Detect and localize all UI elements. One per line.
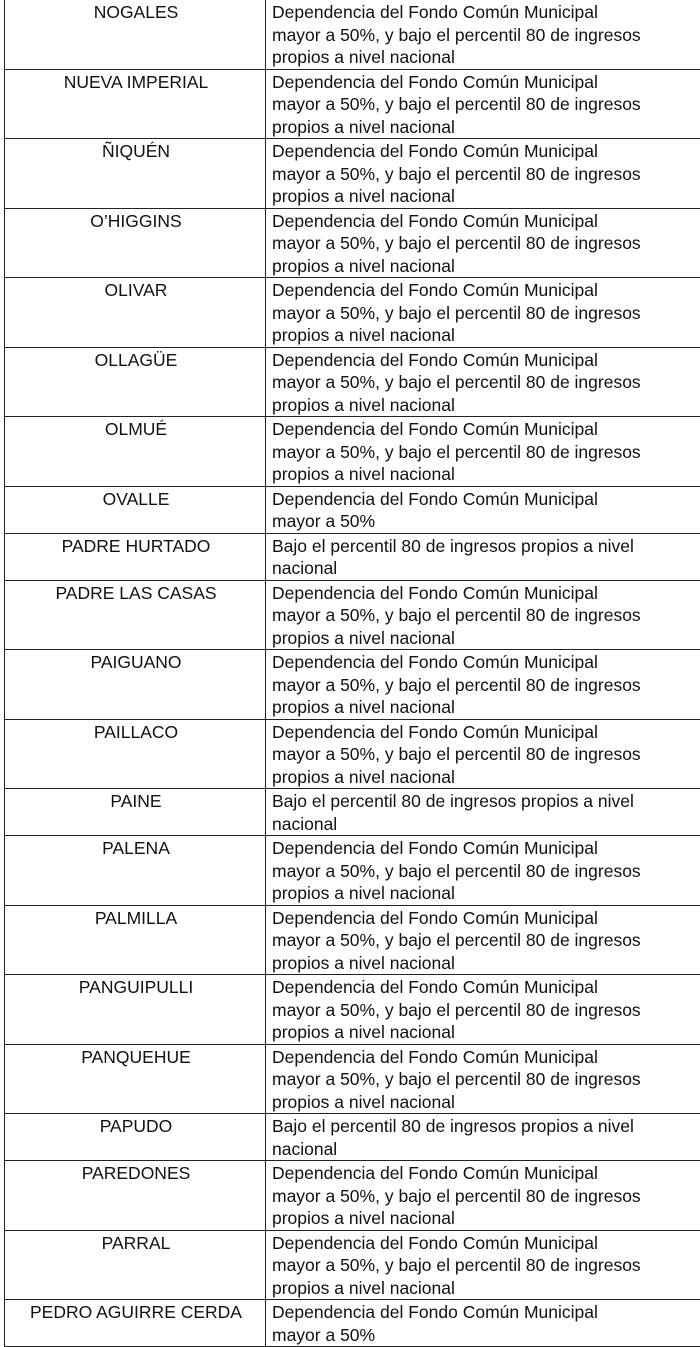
criterio-line: mayor a 50%, y bajo el percentil 80 de ingresos — [272, 999, 700, 1022]
table-row — [5, 417, 700, 487]
criterio-cell — [266, 417, 700, 487]
comuna-cell: PANGUIPULLI — [5, 975, 266, 1045]
criterio-cell — [266, 1044, 700, 1114]
table-row — [5, 580, 700, 650]
criterio-line: mayor a 50%, y bajo el percentil 80 de ingresos — [272, 1185, 700, 1208]
criterio-cell — [266, 486, 700, 533]
criterio-line: mayor a 50%, y bajo el percentil 80 de ingresos — [272, 1254, 700, 1277]
table-row — [5, 139, 700, 209]
criterio-line: mayor a 50%, y bajo el percentil 80 de ingresos — [272, 604, 700, 627]
criterio-cell — [266, 1230, 700, 1300]
comuna-cell: PADRE HURTADO — [5, 533, 266, 580]
criterio-line: Dependencia del Fondo Común Municipal — [272, 907, 700, 930]
comuna-cell: OLIVAR — [5, 278, 266, 348]
criterio-line: propios a nivel nacional — [272, 394, 700, 417]
table-row — [5, 789, 700, 836]
criterio-line: nacional — [272, 813, 700, 836]
criterio-cell — [266, 533, 700, 580]
criterio-cell — [266, 719, 700, 789]
criterio-line: mayor a 50%, y bajo el percentil 80 de ingresos — [272, 302, 700, 325]
criterio-line: Bajo el percentil 80 de ingresos propios a nivel — [272, 1115, 700, 1138]
criterio-line: Dependencia del Fondo Común Municipal — [272, 349, 700, 372]
comuna-cell: NOGALES — [5, 0, 266, 69]
comuna-cell: PANQUEHUE — [5, 1044, 266, 1114]
criterio-line: Dependencia del Fondo Común Municipal — [272, 651, 700, 674]
criterio-line: mayor a 50%, y bajo el percentil 80 de ingresos — [272, 371, 700, 394]
comuna-cell: PAPUDO — [5, 1114, 266, 1161]
table-row — [5, 1044, 700, 1114]
criterio-line: propios a nivel nacional — [272, 46, 700, 69]
table-row — [5, 650, 700, 720]
criterio-cell — [266, 139, 700, 209]
criterio-line: mayor a 50%, y bajo el percentil 80 de ingresos — [272, 24, 700, 47]
table-row — [5, 1161, 700, 1231]
criterio-line: propios a nivel nacional — [272, 627, 700, 650]
table-row — [5, 836, 700, 906]
criterio-line: propios a nivel nacional — [272, 463, 700, 486]
criterio-cell — [266, 1300, 700, 1347]
criterio-line: propios a nivel nacional — [272, 324, 700, 347]
criterio-line: propios a nivel nacional — [272, 766, 700, 789]
comuna-cell: PEDRO AGUIRRE CERDA — [5, 1300, 266, 1347]
criterio-line: propios a nivel nacional — [272, 1207, 700, 1230]
criterio-line: Bajo el percentil 80 de ingresos propios a nivel — [272, 790, 700, 813]
criterio-line: mayor a 50% — [272, 1324, 700, 1347]
criterio-line: propios a nivel nacional — [272, 185, 700, 208]
table-row — [5, 208, 700, 278]
criterio-line: propios a nivel nacional — [272, 882, 700, 905]
criterio-line: Dependencia del Fondo Común Municipal — [272, 1046, 700, 1069]
criterio-cell — [266, 580, 700, 650]
criterio-line: nacional — [272, 1138, 700, 1161]
criterio-cell — [266, 789, 700, 836]
comuna-cell: PAREDONES — [5, 1161, 266, 1231]
criterio-line: Dependencia del Fondo Común Municipal — [272, 418, 700, 441]
criterio-line: mayor a 50%, y bajo el percentil 80 de ingresos — [272, 929, 700, 952]
criterio-line: propios a nivel nacional — [272, 1277, 700, 1300]
criterio-line: nacional — [272, 557, 700, 580]
criterio-line: Dependencia del Fondo Común Municipal — [272, 210, 700, 233]
comunas-table — [4, 0, 700, 1347]
criterio-cell — [266, 208, 700, 278]
criterio-line: Dependencia del Fondo Común Municipal — [272, 837, 700, 860]
criterio-line: mayor a 50% — [272, 510, 700, 533]
criterio-line: Dependencia del Fondo Común Municipal — [272, 488, 700, 511]
table-row — [5, 1300, 700, 1347]
criterio-cell — [266, 0, 700, 69]
comuna-cell: PADRE LAS CASAS — [5, 580, 266, 650]
criterio-cell — [266, 836, 700, 906]
comuna-cell: NUEVA IMPERIAL — [5, 69, 266, 139]
table-row — [5, 905, 700, 975]
criterio-line: propios a nivel nacional — [272, 952, 700, 975]
criterio-line: Dependencia del Fondo Común Municipal — [272, 976, 700, 999]
criterio-line: Bajo el percentil 80 de ingresos propios a nivel — [272, 535, 700, 558]
table-row — [5, 1114, 700, 1161]
criterio-line: mayor a 50%, y bajo el percentil 80 de ingresos — [272, 743, 700, 766]
comuna-cell: PALMILLA — [5, 905, 266, 975]
table-row — [5, 0, 700, 69]
criterio-cell — [266, 1114, 700, 1161]
criterio-line: propios a nivel nacional — [272, 255, 700, 278]
table-row — [5, 69, 700, 139]
criterio-line: mayor a 50%, y bajo el percentil 80 de ingresos — [272, 1068, 700, 1091]
criterio-cell — [266, 278, 700, 348]
table-row — [5, 533, 700, 580]
criterio-cell — [266, 1161, 700, 1231]
comuna-cell: PAIGUANO — [5, 650, 266, 720]
criterio-cell — [266, 905, 700, 975]
table-row — [5, 1230, 700, 1300]
criterio-line: propios a nivel nacional — [272, 696, 700, 719]
criterio-line: Dependencia del Fondo Común Municipal — [272, 71, 700, 94]
criterio-line: mayor a 50%, y bajo el percentil 80 de ingresos — [272, 163, 700, 186]
table-body — [5, 0, 700, 1347]
criterio-line: Dependencia del Fondo Común Municipal — [272, 582, 700, 605]
criterio-cell — [266, 347, 700, 417]
comuna-cell: ÑIQUÉN — [5, 139, 266, 209]
criterio-line: propios a nivel nacional — [272, 1021, 700, 1044]
criterio-cell — [266, 975, 700, 1045]
criterio-line: Dependencia del Fondo Común Municipal — [272, 1, 700, 24]
criterio-line: Dependencia del Fondo Común Municipal — [272, 1162, 700, 1185]
criterio-line: propios a nivel nacional — [272, 116, 700, 139]
criterio-cell — [266, 69, 700, 139]
comuna-cell: PARRAL — [5, 1230, 266, 1300]
comuna-cell: PALENA — [5, 836, 266, 906]
criterio-line: mayor a 50%, y bajo el percentil 80 de ingresos — [272, 441, 700, 464]
table-row — [5, 486, 700, 533]
comuna-cell: OVALLE — [5, 486, 266, 533]
criterio-line: Dependencia del Fondo Común Municipal — [272, 1301, 700, 1324]
comuna-cell: PAILLACO — [5, 719, 266, 789]
comuna-cell: O’HIGGINS — [5, 208, 266, 278]
comuna-cell: OLLAGÜE — [5, 347, 266, 417]
table-row — [5, 347, 700, 417]
criterio-line: mayor a 50%, y bajo el percentil 80 de ingresos — [272, 232, 700, 255]
criterio-line: mayor a 50%, y bajo el percentil 80 de ingresos — [272, 860, 700, 883]
criterio-line: Dependencia del Fondo Común Municipal — [272, 140, 700, 163]
criterio-cell — [266, 650, 700, 720]
table-row — [5, 975, 700, 1045]
comuna-cell: OLMUÉ — [5, 417, 266, 487]
comuna-cell: PAINE — [5, 789, 266, 836]
table-row — [5, 719, 700, 789]
table-row — [5, 278, 700, 348]
criterio-line: mayor a 50%, y bajo el percentil 80 de ingresos — [272, 93, 700, 116]
criterio-line: propios a nivel nacional — [272, 1091, 700, 1114]
criterio-line: mayor a 50%, y bajo el percentil 80 de ingresos — [272, 674, 700, 697]
criterio-line: Dependencia del Fondo Común Municipal — [272, 721, 700, 744]
criterio-line: Dependencia del Fondo Común Municipal — [272, 279, 700, 302]
criterio-line: Dependencia del Fondo Común Municipal — [272, 1232, 700, 1255]
